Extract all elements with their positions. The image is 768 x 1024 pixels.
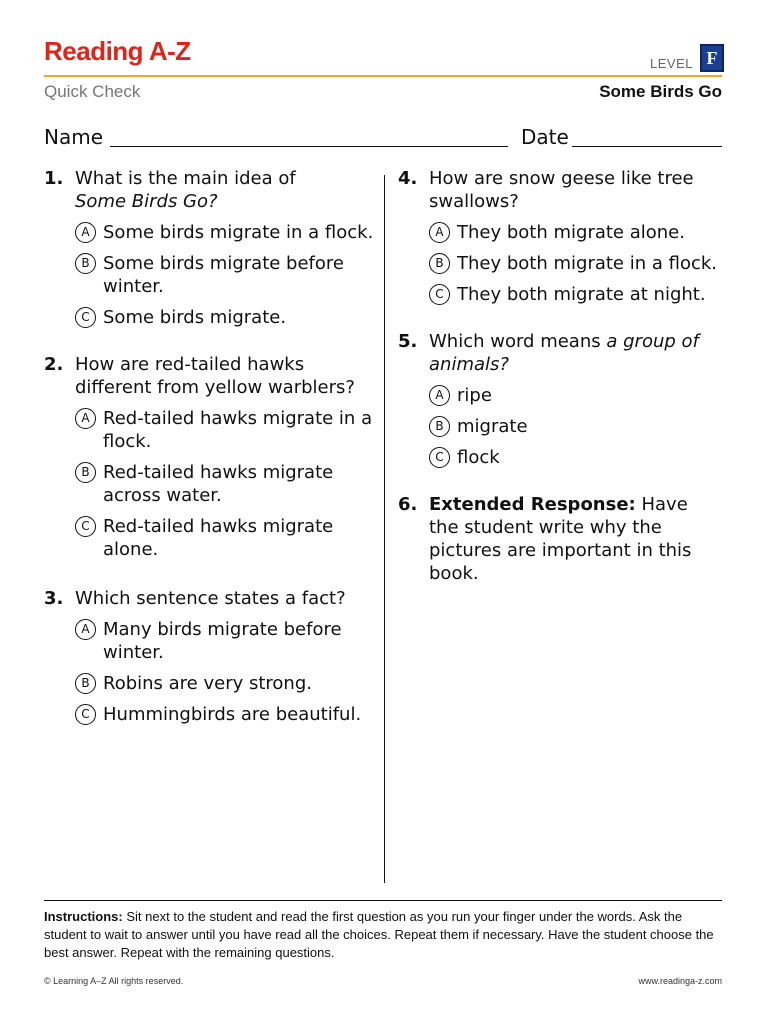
column-divider: [384, 175, 385, 883]
question-stem: How are red-tailed hawks different from yellow warblers?: [75, 354, 355, 398]
question-stem: [75, 167, 374, 213]
option-text: Some birds migrate.: [103, 307, 287, 328]
answer-option-c[interactable]: [75, 515, 374, 561]
question-3: [44, 587, 374, 726]
logo-text: Reading A-Z: [44, 36, 191, 66]
stem-text: Have the student write why the pictures are important in this book.: [429, 494, 692, 584]
option-text: ripe: [457, 385, 492, 406]
stem-italic-text: a group of animals?: [429, 331, 699, 375]
answer-option-b[interactable]: [75, 252, 374, 298]
answer-bubble[interactable]: C: [429, 284, 450, 305]
extended-response-label: Extended Response:: [429, 494, 636, 515]
answer-bubble[interactable]: C: [429, 447, 450, 468]
question-stem: How are snow geese like tree swallows?: [429, 168, 694, 212]
level-label: LEVEL: [650, 56, 693, 71]
footer-rule: [44, 900, 722, 901]
question-number: 3.: [44, 588, 64, 609]
answer-option-a[interactable]: [75, 221, 374, 244]
option-text: They both migrate in a flock.: [457, 253, 717, 274]
option-text: flock: [457, 447, 500, 468]
website-link[interactable]: www.readinga-z.com: [638, 976, 722, 986]
option-text: migrate: [457, 416, 528, 437]
answer-bubble[interactable]: A: [75, 408, 96, 429]
option-text: Red-tailed hawks migrate in a flock.: [103, 408, 373, 452]
answer-option-b[interactable]: [75, 461, 374, 507]
answer-bubble[interactable]: A: [75, 222, 96, 243]
question-number: 4.: [398, 168, 418, 189]
stem-text: Which word means: [429, 331, 601, 352]
stem-text: What is the main idea of: [75, 168, 296, 189]
page-subtitle: Quick Check: [44, 82, 141, 101]
question-1: [44, 167, 374, 329]
answer-bubble[interactable]: B: [75, 253, 96, 274]
answer-option-a[interactable]: [75, 407, 374, 453]
question-5: [398, 330, 723, 469]
option-text: Some birds migrate before winter.: [103, 253, 344, 297]
answer-bubble[interactable]: C: [75, 704, 96, 725]
answer-bubble[interactable]: B: [429, 416, 450, 437]
option-text: Robins are very strong.: [103, 673, 312, 694]
option-text: Red-tailed hawks migrate alone.: [103, 516, 334, 560]
question-2: [44, 353, 374, 561]
answer-bubble[interactable]: B: [75, 462, 96, 483]
option-text: Some birds migrate in a flock.: [103, 222, 374, 243]
name-label: Name: [44, 125, 104, 149]
answer-bubble[interactable]: C: [75, 516, 96, 537]
answer-option-b[interactable]: [75, 672, 374, 695]
answer-option-a[interactable]: [429, 384, 723, 407]
question-4: [398, 167, 723, 306]
answer-bubble[interactable]: B: [75, 673, 96, 694]
answer-option-a[interactable]: [75, 618, 374, 664]
answer-bubble[interactable]: A: [429, 222, 450, 243]
option-text: They both migrate at night.: [457, 284, 706, 305]
answer-bubble[interactable]: C: [75, 307, 96, 328]
answer-bubble[interactable]: B: [429, 253, 450, 274]
question-6: [398, 493, 723, 585]
name-field-line[interactable]: [110, 146, 508, 147]
option-text: Hummingbirds are beautiful.: [103, 704, 362, 725]
option-text: They both migrate alone.: [457, 222, 685, 243]
instructions-label: Instructions:: [44, 909, 123, 924]
question-number: 2.: [44, 354, 64, 375]
answer-option-b[interactable]: [429, 415, 723, 438]
answer-option-c[interactable]: [75, 703, 374, 726]
option-text: Many birds migrate before winter.: [103, 619, 342, 663]
book-title: Some Birds Go: [599, 82, 722, 101]
instructions: [44, 908, 724, 962]
stem-italic-text: Some Birds Go?: [75, 191, 218, 212]
answer-option-c[interactable]: [429, 283, 723, 306]
instructions-text: Sit next to the student and read the first question as you run your finger under the words. Ask the student to wait to answer until you have read all the choices. Repeat them if necessary. Have the student choose the best answer. Repeat with the remaining questions.: [44, 909, 714, 960]
question-stem: [429, 493, 723, 585]
question-number: 5.: [398, 331, 418, 352]
copyright: © Learning A–Z All rights reserved.: [44, 976, 184, 986]
answer-option-c[interactable]: [429, 446, 723, 469]
date-label: Date: [521, 125, 569, 149]
question-stem: [429, 330, 723, 376]
answer-option-b[interactable]: [429, 252, 723, 275]
date-field-line[interactable]: [572, 146, 722, 147]
reading-az-logo: [44, 36, 191, 67]
header-rule: [44, 75, 722, 77]
level-badge: F: [700, 44, 724, 72]
answer-option-c[interactable]: [75, 306, 374, 329]
answer-option-a[interactable]: [429, 221, 723, 244]
question-number: 6.: [398, 494, 418, 515]
question-stem: Which sentence states a fact?: [75, 588, 346, 609]
question-number: 1.: [44, 168, 64, 189]
answer-bubble[interactable]: A: [75, 619, 96, 640]
answer-bubble[interactable]: A: [429, 385, 450, 406]
option-text: Red-tailed hawks migrate across water.: [103, 462, 334, 506]
